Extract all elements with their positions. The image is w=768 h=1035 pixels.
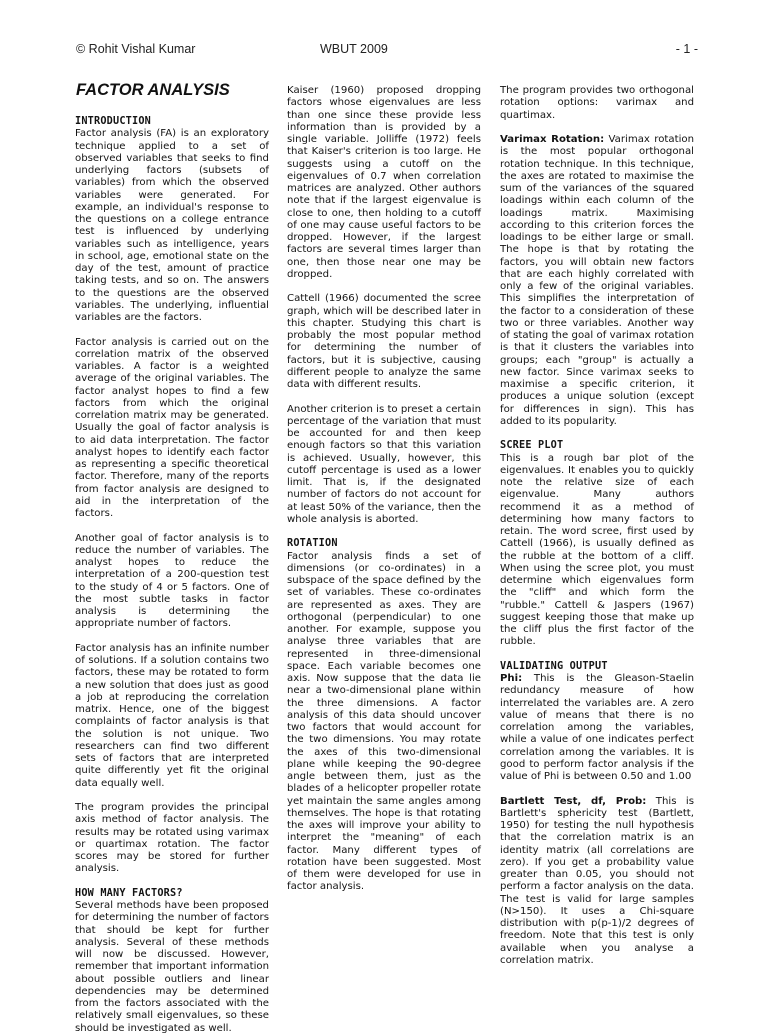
page-number: - 1 -: [675, 42, 698, 56]
course-label: WBUT 2009: [320, 42, 388, 56]
paragraph: Factor analysis finds a set of dimensions (or co-ordinates) in a subspace of the space defined by the set of variables. These co-ordinates are represented as axes. They are orthogonal (perpendicular) to one another. For example, suppose you analyse three variables that are represented in three-dimensional space. Each variable becomes one axis. Now suppose that the data lie near a two-dimensional plane within the three dimensions. A factor analysis of this data should uncover two factors that would account for the two dimensions. You may rotate the axes of this two-dimensional plane while keeping the 90-degree angle between them, just as the blades of a helicopter propeller rotate yet maintain the same angles among themselves. The hope is that rotating the axes will improve your ability to interpret the "meaning" of each factor. Many different types of rotation have been suggested. Most of them were developed for use in factor analysis.: [287, 550, 481, 893]
column-3: [500, 85, 694, 967]
phi-label: Phi:: [500, 673, 523, 684]
paragraph-bartlett: [500, 796, 694, 968]
paragraph: Factor analysis (FA) is an exploratory technique applied to a set of observed variables that seeks to find underlying factors (subsets of variables) from which the observed variables were generated. For example, an individual's response to the questions on a college entrance test is influenced by underlying variables such as intelligence, years in school, age, emotional state on the day of the test, amount of practice taking tests, and so on. The answers to the questions are the observed variables. The underlying, influential variables are the factors.: [75, 128, 269, 323]
varimax-text: Varimax rotation is the most popular orthogonal rotation technique. In this technique, the axes are rotated to maximise the sum of the variances of the squared loadings within each column of the loadings matrix. Maximising according to this criterion forces the loadings to be either large or small. The hope is that by rotating the factors, you will obtain new factors that are each highly correlated with only a few of the original variables. This simplifies the interpretation of the factor to a consideration of these two or three variables. Another way of stating the goal of varimax rotation is that it clusters the variables into groups; each "group" is actually a new factor. Since varimax seeks to maximise a specific criterion, it produces a unique solution (except for differences in sign). This has added to its popularity.: [500, 134, 694, 427]
section-heading-scree-plot: SCREE PLOT: [500, 440, 564, 452]
page-title: FACTOR ANALYSIS: [76, 81, 230, 99]
author-credit: © Rohit Vishal Kumar: [76, 42, 196, 56]
section-heading-introduction: INTRODUCTION: [75, 116, 152, 127]
phi-text: This is the Gleason-Staelin redundancy measure of how interrelated the variables are. A zero value of means that there is no correlation among the variables, while a value of one indicates perfect correlation among the variables. It is good to perform factor analysis if the value of Phi is between 0.50 and 1.00: [500, 673, 694, 782]
page-header: [76, 42, 698, 60]
paragraph: Factor analysis has an infinite number of solutions. If a solution contains two factors, these may be rotated to form a new solution that does just as good a job at reproducing the correlation matrix. Hence, one of the biggest complaints of factor analysis is that the solution is not unique. Two researchers can find two different sets of factors that are interpreted quite differently yet fit the original data equally well.: [75, 642, 269, 789]
section-heading-rotation: ROTATION: [287, 538, 338, 550]
paragraph: Another goal of factor analysis is to reduce the number of variables. The analyst hopes to reduce the interpretation of a 200-question test to the study of 4 or 5 factors. One of the most subtle tasks in factor analysis is determining the appropriate number of factors.: [75, 532, 269, 630]
paragraph: Factor analysis is carried out on the correlation matrix of the observed variables. A factor is a weighted average of the original variables. The factor analyst hopes to find a few factors from which the original correlation matrix may be generated. Usually the goal of factor analysis is to aid data interpretation. The factor analyst hopes to identify each factor as representing a specific theoretical factor. Therefore, many of the reports from factor analysis are designed to aid in the interpretation of the factors.: [75, 336, 269, 519]
paragraph: Cattell (1966) documented the scree graph, which will be described later in this chapter. Studying this chart is probably the most popular method for determining the number of factors, but it is subjective, causing different people to analyze the same data with different results.: [287, 293, 481, 390]
paragraph: Another criterion is to preset a certain percentage of the variation that must be accounted for and then keep enough factors so that this variation is achieved. Usually, however, this cutoff percentage is used as a lower limit. That is, if the designated number of factors do not account for at least 50% of the variance, then the whole analysis is aborted.: [287, 403, 481, 525]
varimax-label: Varimax Rotation:: [500, 134, 605, 145]
bartlett-label: Bartlett Test, df, Prob:: [500, 795, 647, 807]
column-1: [75, 116, 269, 1035]
paragraph: Several methods have been proposed for determining the number of factors that should be kept for further analysis. Several of these methods will now be discussed. However, remember that important information about possible outliers and linear dependencies may be determined from the factors associated with the relatively small eigenvalues, so these should be investigated as well.: [75, 900, 269, 1034]
section-heading-how-many-factors: HOW MANY FACTORS?: [75, 887, 183, 899]
paragraph: The program provides the principal axis method of factor analysis. The results may be rotated using varimax or quartimax rotation. The factor scores may be stored for further analysis.: [75, 802, 269, 875]
paragraph-varimax: [500, 134, 694, 428]
paragraph: This is a rough bar plot of the eigenvalues. It enables you to quickly note the relative size of each eigenvalue. Many authors recommend it as a method of determining how many factors to retain. The word scree, first used by Cattell (1966), is usually defined as the rubble at the bottom of a cliff. When using the scree plot, you must determine which eigenvalues form the "cliff" and which form the "rubble." Cattell & Jaspers (1967) suggest keeping those that make up the cliff plus the first factor of the rubble.: [500, 452, 694, 648]
column-2: [287, 85, 481, 894]
section-heading-validating-output: VALIDATING OUTPUT: [500, 660, 608, 672]
paragraph: The program provides two orthogonal rotation options: varimax and quartimax.: [500, 85, 694, 121]
bartlett-text: This is Bartlett's sphericity test (Bartlett, 1950) for testing the null hypothesis that the correlation matrix is an identity matrix (all correlations are zero). If you get a probability value greater than 0.05, you should not perform a factor analysis on the data. The test is valid for large samples (N>150). It uses a Chi-square distribution with p(p-1)/2 degrees of freedom. Note that this test is only available when you analyse a correlation matrix.: [500, 795, 695, 966]
paragraph-phi: [500, 673, 694, 783]
paragraph: Kaiser (1960) proposed dropping factors whose eigenvalues are less than one since these provide less information than is provided by a single variable. Jolliffe (1972) feels that Kaiser's criterion is too large. He suggests using a cutoff on the eigenvalues of 0.7 when correlation matrices are analyzed. Other authors note that if the largest eigenvalue is close to one, then holding to a cutoff of one may cause useful factors to be dropped. However, if the largest factors are several times larger than one, then those near one may be dropped.: [287, 85, 481, 280]
